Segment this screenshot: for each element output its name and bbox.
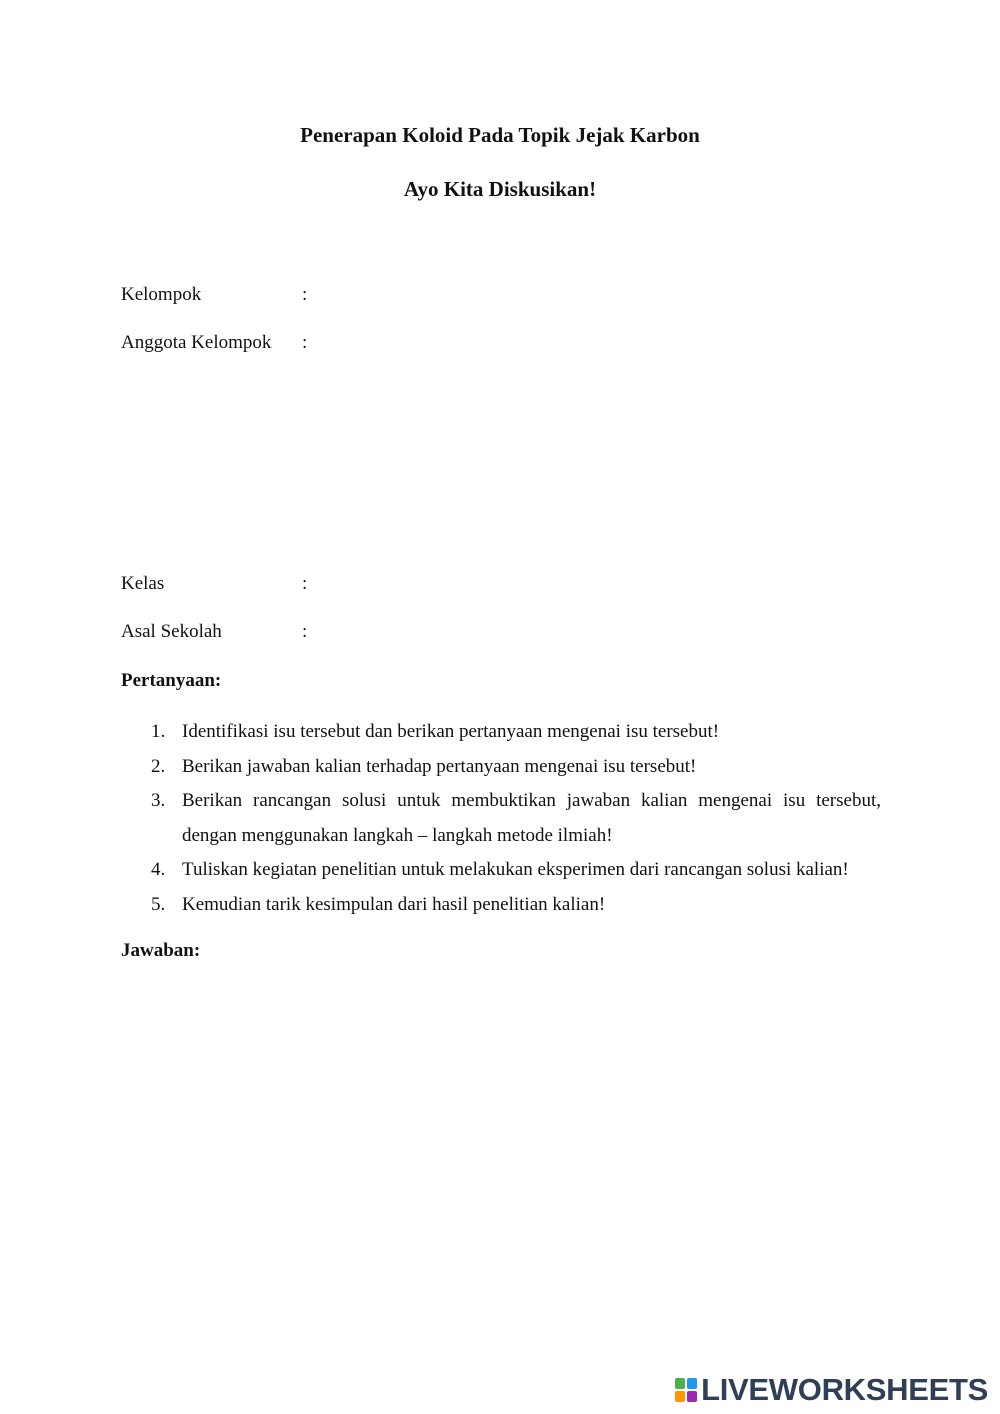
- field-label: Kelas: [121, 573, 165, 594]
- question-item: [121, 853, 881, 888]
- logo-tile: [687, 1378, 697, 1389]
- question-number: 1.: [151, 721, 166, 742]
- field-label: Asal Sekolah: [121, 621, 222, 642]
- liveworksheets-brand[interactable]: [675, 1372, 988, 1408]
- question-item: [121, 784, 881, 853]
- question-text: Identifikasi isu tersebut dan berikan pertanyaan mengenai isu tersebut!: [182, 721, 720, 742]
- question-item: [121, 888, 881, 923]
- questions-list: [121, 715, 881, 923]
- logo-tile: [675, 1378, 685, 1389]
- field-label: Kelompok: [121, 284, 202, 305]
- question-text: Tuliskan kegiatan penelitian untuk melakukan eksperimen dari rancangan solusi kalian!: [182, 859, 849, 881]
- question-text: Berikan jawaban kalian terhadap pertanyaan mengenai isu tersebut!: [182, 755, 697, 777]
- field-kelas: [121, 571, 881, 597]
- document-subtitle: Ayo Kita Diskusikan!: [403, 177, 597, 201]
- brand-wordmark: LIVEWORKSHEETS: [701, 1372, 988, 1407]
- field-anggota-kelompok: [121, 330, 881, 356]
- question-number: 4.: [151, 859, 166, 881]
- field-separator: :: [302, 332, 308, 353]
- question-item: [121, 750, 881, 785]
- question-number: 3.: [151, 790, 166, 812]
- liveworksheets-logo-icon: [675, 1378, 697, 1402]
- question-text: Kemudian tarik kesimpulan dari hasil penelitian kalian!: [182, 893, 606, 915]
- question-text: Berikan rancangan solusi untuk membuktikan jawaban kalian mengenai isu tersebut, dengan menggunakan langkah – langkah metode ilmiah!: [182, 790, 881, 846]
- question-number: 2.: [151, 755, 166, 777]
- logo-tile: [675, 1391, 685, 1402]
- field-separator: :: [302, 621, 308, 642]
- question-item: [121, 715, 881, 750]
- question-number: 5.: [151, 893, 166, 915]
- logo-tile: [687, 1391, 697, 1402]
- field-asal-sekolah: [121, 619, 881, 645]
- document-title: Penerapan Koloid Pada Topik Jejak Karbon: [300, 123, 700, 147]
- field-label: Anggota Kelompok: [121, 332, 272, 353]
- field-kelompok: [121, 282, 881, 308]
- questions-heading: Pertanyaan:: [121, 670, 222, 691]
- answer-heading: Jawaban:: [121, 940, 201, 961]
- field-separator: :: [302, 284, 308, 305]
- field-separator: :: [302, 573, 308, 594]
